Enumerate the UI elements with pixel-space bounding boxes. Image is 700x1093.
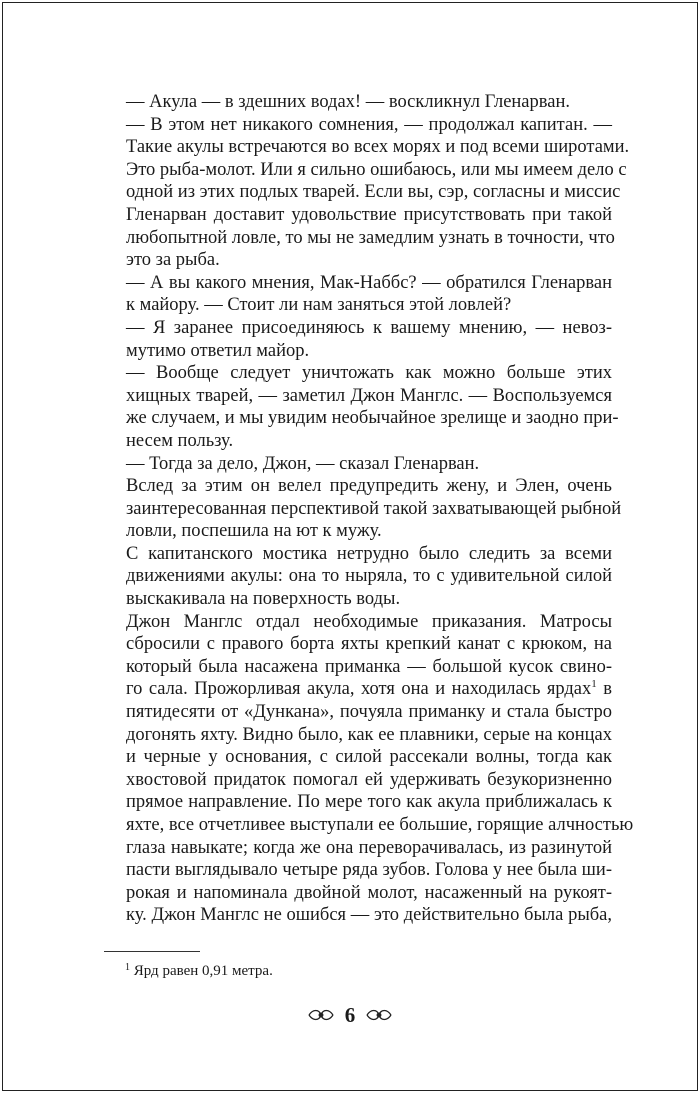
book-page bbox=[2, 2, 698, 1091]
paragraph bbox=[104, 543, 612, 611]
text-line: яхте, все отчетливее выступали ее большие, горящие алчностью bbox=[126, 815, 634, 835]
paragraph bbox=[104, 91, 612, 114]
paragraph bbox=[104, 317, 612, 362]
paragraph bbox=[104, 362, 619, 452]
text-line: который была насажена приманка — большой кусок свино- bbox=[126, 656, 612, 677]
text-line: мутимо ответил майор. bbox=[126, 340, 310, 361]
text-line: ку. Джон Манглс не ошибся — это действительно была рыба, bbox=[126, 905, 612, 926]
text-line: — А вы какого мнения, Мак-Наббс? — обратился Гленарван bbox=[126, 272, 612, 293]
text-line: — Я заранее присоединяюсь к вашему мнению, — невоз- bbox=[126, 317, 612, 338]
text-line: догонять яхту. Видно было, как ее плавники, серые на концах bbox=[126, 724, 612, 745]
text-line: же случаем, и мы увидим необычайное зрелище и заодно при- bbox=[126, 408, 619, 429]
right-ornament-icon bbox=[365, 1005, 393, 1025]
text-line: глаза навыкате; когда же она переворачивалась, из разинутой bbox=[126, 837, 612, 858]
text-line: одной из этих подлых тварей. Если вы, сэр, согласны и миссис bbox=[126, 182, 621, 203]
page-folio bbox=[3, 1003, 697, 1027]
footnote-separator bbox=[104, 951, 200, 952]
footnote-marker: 1 bbox=[125, 962, 130, 973]
text-line: заинтересованная перспективой такой захватывающей рыбной bbox=[126, 498, 622, 519]
page-number: 6 bbox=[344, 1003, 356, 1027]
text-line: и черные у основания, с силой рассекали волны, тогда как bbox=[126, 747, 612, 768]
left-ornament-icon bbox=[307, 1005, 335, 1025]
paragraph bbox=[104, 114, 630, 272]
text-line: рокая и напоминала двойной молот, насаженный на рукоят- bbox=[126, 882, 612, 903]
text-line: Это рыба-молот. Или я сильно ошибаюсь, или мы имеем дело с bbox=[126, 159, 627, 180]
text-line: выскакивала на поверхность воды. bbox=[126, 589, 401, 610]
text-line: го сала. Прожорливая акула, хотя она и находилась ярдах$^1$ в bbox=[126, 678, 612, 700]
text-line: пасти выглядывало четыре ряда зубов. Голова у нее была ши- bbox=[126, 860, 612, 881]
paragraph bbox=[104, 453, 612, 476]
text-line: ловли, поспешила на ют к мужу. bbox=[126, 521, 382, 542]
text-line: Вслед за этим он велел предупредить жену, и Элен, очень bbox=[126, 476, 612, 497]
text-line: хвостовой придаток помогал ей удерживать безукоризненно bbox=[126, 769, 612, 790]
text-line: любопытной ловле, то мы не замедлим узнать в точности, что bbox=[126, 227, 615, 248]
paragraph bbox=[104, 475, 622, 543]
text-line: несем пользу. bbox=[126, 430, 234, 451]
text-line: — В этом нет никакого сомнения, — продолжал капитан. — bbox=[126, 114, 612, 135]
text-line: это за рыба. bbox=[126, 250, 220, 271]
text-line: — Тогда за дело, Джон, — сказал Гленарван. bbox=[126, 453, 480, 474]
text-line: движениями акулы: она то ныряла, то с удивительной силой bbox=[126, 566, 612, 587]
text-line: С капитанского мостика нетрудно было следить за всеми bbox=[126, 543, 612, 564]
text-line: сбросили с правого борта яхты крепкий канат с крюком, на bbox=[126, 634, 612, 655]
text-line: пятидесяти от «Дункана», почуяла приманку и стала быстро bbox=[126, 702, 612, 723]
text-line: Такие акулы встречаются во всех морях и под всеми широтами. bbox=[126, 137, 630, 158]
text-line: прямое направление. По мере того как акула приближалась к bbox=[126, 792, 612, 813]
text-line: — Акула — в здешних водах! — воскликнул Гленарван. bbox=[126, 92, 570, 112]
text-line: к майору. — Стоит ли нам заняться этой ловлей? bbox=[126, 295, 512, 316]
paragraph bbox=[104, 272, 612, 317]
footnote-reference: 1 bbox=[591, 678, 597, 691]
text-line: Джон Манглс отдал необходимые приказания. Матросы bbox=[126, 611, 612, 632]
text-line: Гленарван доставит удовольствие присутствовать при такой bbox=[126, 204, 612, 225]
main-text bbox=[104, 91, 634, 927]
footnote bbox=[125, 961, 273, 981]
text-line: — Вообще следует уничтожать как можно больше этих bbox=[126, 363, 612, 384]
paragraph bbox=[104, 611, 634, 927]
footnote-text: Ярд равен 0,91 метра. bbox=[133, 963, 273, 979]
text-line: хищных тварей, — заметил Джон Манглс. — Воспользуемся bbox=[126, 385, 612, 406]
